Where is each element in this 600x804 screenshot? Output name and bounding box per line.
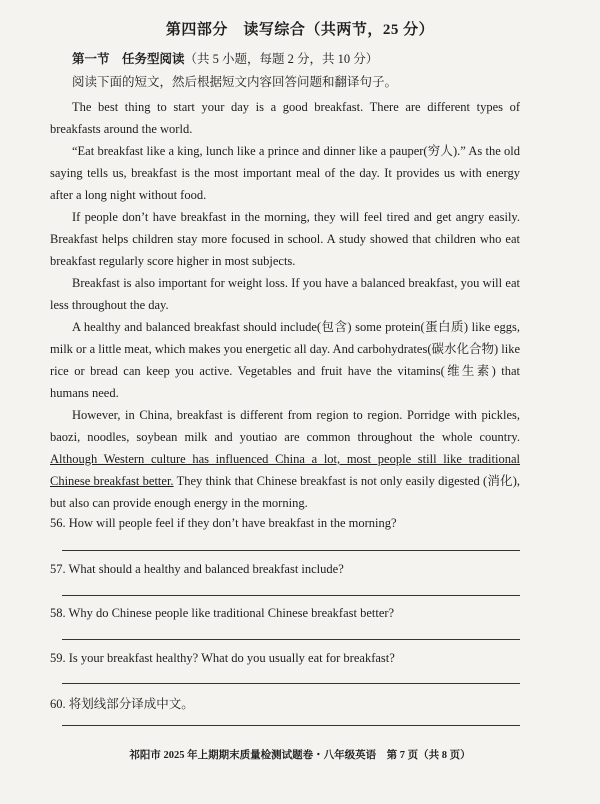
section-heading-note: （共 5 小题，每题 2 分，共 10 分） bbox=[184, 52, 379, 66]
question-57: 57. What should a healthy and balanced breakfast include? bbox=[50, 562, 344, 576]
answer-line-59[interactable] bbox=[62, 683, 520, 684]
answer-line-60[interactable] bbox=[62, 725, 520, 726]
paragraph-4: Breakfast is also important for weight loss. If you have a balanced breakfast, you will eat less throughout the day. bbox=[50, 276, 520, 312]
underlined-sentence: Although Western culture has influenced China a lot, most people still like traditional Chinese breakfast better. bbox=[50, 452, 520, 488]
paragraph-3: If people don’t have breakfast in the morning, they will feel tired and get angry easily. Breakfast helps children stay more focused in school. A study showed that children who eat breakfast regularly score higher in most subjects. bbox=[50, 210, 520, 268]
paragraph-6 bbox=[50, 404, 520, 514]
question-59: 59. Is your breakfast healthy? What do you usually eat for breakfast? bbox=[50, 651, 395, 665]
paragraph-1: The best thing to start your day is a good breakfast. There are different types of breakfasts around the world. bbox=[50, 100, 520, 136]
part-title: 第四部分 读写综合（共两节，25 分） bbox=[165, 22, 435, 38]
answer-line-57[interactable] bbox=[62, 595, 520, 596]
answer-line-56[interactable] bbox=[62, 550, 520, 551]
page-footer: 祁阳市 2025 年上期期末质量检测试题卷・八年级英语 第 7 页（共 8 页） bbox=[129, 750, 471, 761]
section-heading-label: 第一节 任务型阅读 bbox=[72, 52, 185, 66]
answer-line-58[interactable] bbox=[62, 639, 520, 640]
question-60: 60. 将划线部分译成中文。 bbox=[50, 697, 194, 711]
question-58: 58. Why do Chinese people like traditional Chinese breakfast better? bbox=[50, 606, 395, 620]
section-heading bbox=[72, 49, 378, 67]
paragraph-2: “Eat breakfast like a king, lunch like a prince and dinner like a pauper(穷人).” As the old saying tells us, breakfast is the most important meal of the day. It provides us with energy after a long night without food. bbox=[50, 144, 520, 202]
paragraph-6-start: However, in China, breakfast is different from region to region. Porridge with pickles, baozi, noodles, soybean milk and youtiao are common throughout the whole country. bbox=[50, 408, 520, 444]
instruction: 阅读下面的短文，然后根据短文内容回答问题和翻译句子。 bbox=[72, 75, 398, 89]
question-56: 56. How will people feel if they don’t have breakfast in the morning? bbox=[50, 516, 397, 530]
paragraph-5: A healthy and balanced breakfast should include(包含) some protein(蛋白质) like eggs, milk or a little meat, which makes you energetic all day. And carbohydrates(碳水化合物) like rice or bread can keep you active. Vegetables and fruit have the vitamins(维生素) that humans need. bbox=[50, 320, 521, 400]
paragraph-6-end: They think that Chinese breakfast is not only easily digested (消化), but also can provide enough energy in the morning. bbox=[50, 474, 520, 510]
